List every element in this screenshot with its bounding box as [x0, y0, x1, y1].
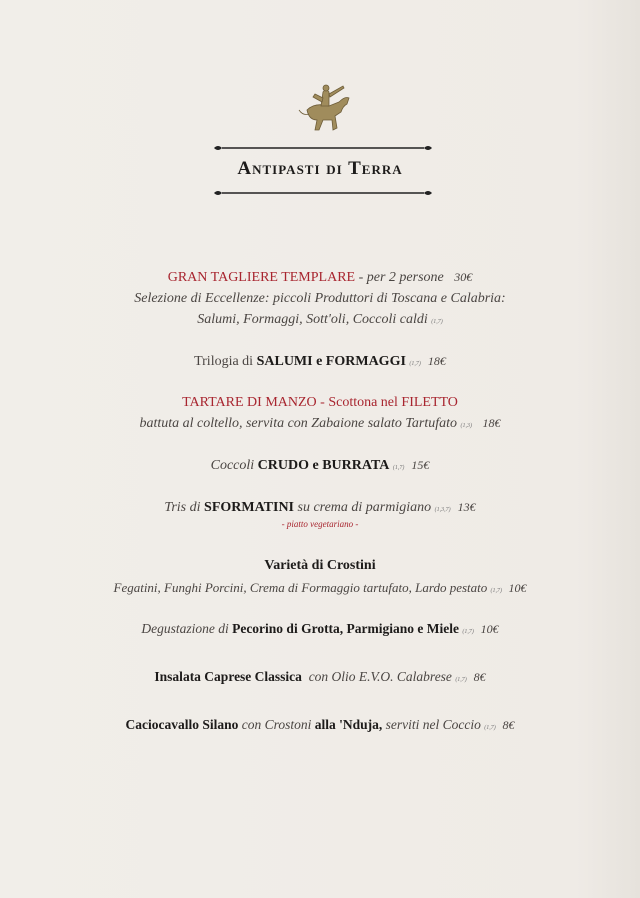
item-suffix: su crema di parmigiano	[294, 500, 432, 515]
item-note: per 2 persone	[366, 270, 444, 285]
menu-item-caprese	[0, 669, 640, 685]
allergens: (1,7)	[455, 677, 467, 683]
item-description: Salumi, Formaggi, Sott'oli, Coccoli caldi	[197, 312, 428, 327]
item-name: Insalata Caprese Classica	[154, 669, 302, 684]
allergens: (1,7)	[484, 725, 496, 731]
menu-item-coccoli	[0, 458, 640, 474]
allergens: (1,7)	[392, 465, 405, 471]
item-price: 10€	[480, 622, 499, 636]
menu-item-degustazione	[0, 621, 640, 637]
item-description-row	[0, 580, 640, 596]
item-price: 30€	[454, 270, 473, 284]
item-name: GRAN TAGLIERE TEMPLARE	[167, 270, 356, 285]
menu-item-trilogia	[0, 354, 640, 370]
item-highlight: alla 'Nduja,	[314, 717, 383, 732]
item-description: battuta al coltello, servita con Zabaione salato Tartufato	[139, 416, 458, 431]
vegetarian-note: - piatto vegetariano -	[281, 519, 359, 529]
allergens: (1,3,7)	[434, 507, 451, 513]
item-price: 13€	[457, 500, 476, 514]
allergens: (1,7)	[462, 629, 474, 635]
menu-item-tartare: TARTARE DI MANZO - Scottona nel FILETTO	[182, 395, 458, 410]
menu-item-caciocavallo	[0, 717, 640, 733]
menu-item-sformatini	[0, 500, 640, 516]
item-price: 8€	[473, 670, 486, 684]
item-price: 18€	[482, 416, 501, 430]
allergens: (1,7)	[431, 319, 443, 325]
item-name: SFORMATINI	[204, 500, 294, 515]
item-description-2	[0, 312, 640, 328]
allergens: (1,7)	[409, 361, 421, 367]
item-price: 15€	[411, 458, 430, 472]
knight-on-horse-logo	[295, 80, 357, 138]
item-price: 8€	[502, 718, 515, 732]
item-description-row	[0, 416, 640, 432]
menu-item-crostini: Varietà di Crostini	[264, 558, 376, 573]
item-suffix: con Olio E.V.O. Calabrese	[301, 669, 452, 684]
item-name: Caciocavallo Silano	[125, 717, 239, 732]
item-name: SALUMI e FORMAGGI	[256, 354, 406, 369]
separator: -	[355, 270, 367, 285]
item-description: Fegatini, Funghi Porcini, Crema di Formaggio tartufato, Lardo pestato	[113, 580, 488, 595]
item-price: 10€	[508, 581, 527, 595]
section-title: Antipasti di Terra	[237, 158, 403, 179]
item-price: 18€	[427, 354, 446, 368]
allergens: (1,3)	[460, 423, 473, 429]
top-ornament-rule	[212, 144, 434, 152]
allergens: (1,7)	[490, 588, 502, 594]
item-prefix: Coccoli	[210, 458, 258, 473]
item-prefix: Degustazione di	[141, 621, 233, 636]
item-prefix: Trilogia di	[194, 354, 257, 369]
item-name: CRUDO e BURRATA	[257, 458, 390, 473]
item-name: Pecorino di Grotta, Parmigiano e Miele	[232, 621, 460, 636]
item-suffix: serviti nel Coccio	[382, 717, 481, 732]
item-description: Selezione di Eccellenze: piccoli Produttori di Toscana e Calabria:	[134, 291, 506, 306]
item-middle: con Crostoni	[238, 717, 315, 732]
bottom-ornament-rule	[212, 189, 434, 197]
item-prefix: Tris di	[164, 500, 205, 515]
menu-item-gran-tagliere	[0, 270, 640, 286]
